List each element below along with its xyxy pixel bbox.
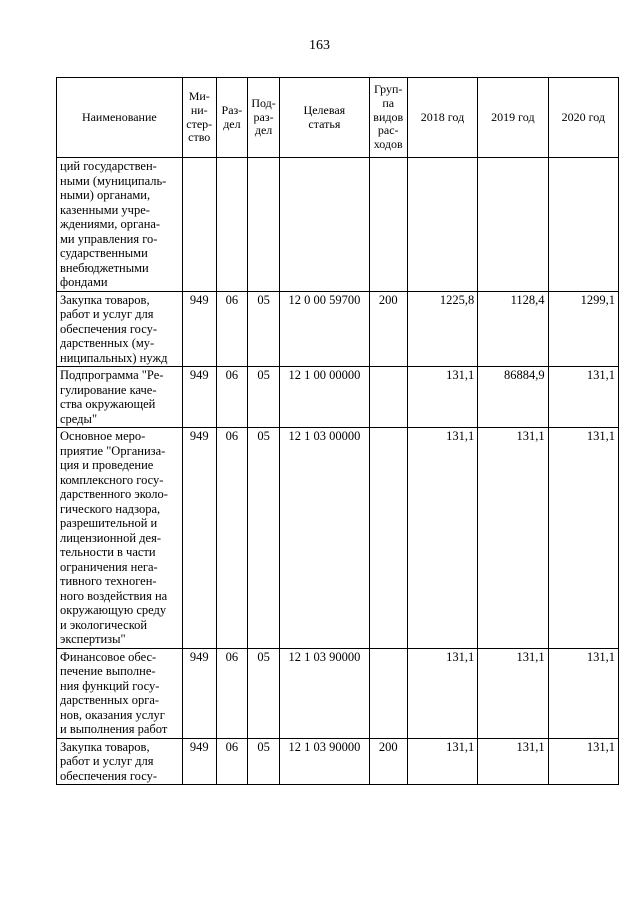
row-expense-group [369,158,407,292]
row-2019: 131,1 [478,428,548,649]
row-2019 [478,158,548,292]
header-section: Раз- дел [216,78,247,158]
row-2018: 131,1 [407,648,477,738]
row-section: 06 [216,428,247,649]
row-2018 [407,158,477,292]
row-2020: 131,1 [548,738,618,785]
row-target: 12 1 03 90000 [280,738,369,785]
row-2020 [548,158,618,292]
table-row [57,428,619,649]
row-subsection: 05 [247,367,279,428]
row-section: 06 [216,367,247,428]
header-2018: 2018 год [407,78,477,158]
header-name: Наименование [57,78,183,158]
header-subsection: Под- раз- дел [247,78,279,158]
row-2019: 131,1 [478,738,548,785]
row-expense-group [369,367,407,428]
table-row [57,158,619,292]
row-expense-group [369,428,407,649]
page-number: 163 [309,38,330,53]
row-2020: 131,1 [548,428,618,649]
row-target: 12 1 00 00000 [280,367,369,428]
row-section: 06 [216,648,247,738]
row-name: Финансовое обес- печение выполне- ния функций госу- дарственных орга- нов, оказания услуг и выполнения работ [57,648,183,738]
row-2018: 131,1 [407,367,477,428]
row-2019: 86884,9 [478,367,548,428]
row-ministry: 949 [182,291,216,367]
row-name: ций государствен- ными (муниципаль- ными) органами, казенными учре- ждениями, органа- ми управления го- сударственными внебюджетными фондами [57,158,183,292]
row-ministry: 949 [182,738,216,785]
row-ministry: 949 [182,648,216,738]
row-expense-group [369,648,407,738]
row-target [280,158,369,292]
table-header-row [57,78,619,158]
row-name: Закупка товаров, работ и услуг для обеспечения госу- [57,738,183,785]
header-target: Целевая статья [280,78,369,158]
header-ministry: Ми- ни- стер- ство [182,78,216,158]
row-name: Закупка товаров, работ и услуг для обеспечения госу- дарственных (му- ниципальных) нужд [57,291,183,367]
row-ministry [182,158,216,292]
header-2020: 2020 год [548,78,618,158]
header-2019: 2019 год [478,78,548,158]
row-subsection [247,158,279,292]
row-2020: 131,1 [548,367,618,428]
row-2018: 131,1 [407,428,477,649]
row-section: 06 [216,738,247,785]
row-ministry: 949 [182,367,216,428]
row-section [216,158,247,292]
table-row [57,291,619,367]
row-section: 06 [216,291,247,367]
header-expense-group: Груп- па видов рас- ходов [369,78,407,158]
row-2019: 131,1 [478,648,548,738]
row-name: Основное меро- приятие "Организа- ция и проведение комплексного госу- дарственного эколо- гического надзора, разрешительной и лицензионной дея- тельности в части ограничения нега- тивного техноген- ного воздействия на окружающую среду и экологической экспертизы" [57,428,183,649]
row-subsection: 05 [247,291,279,367]
table-row [57,738,619,785]
budget-table [56,77,619,785]
row-2018: 1225,8 [407,291,477,367]
row-2020: 131,1 [548,648,618,738]
row-target: 12 1 03 00000 [280,428,369,649]
row-subsection: 05 [247,648,279,738]
row-2019: 1128,4 [478,291,548,367]
table-row [57,367,619,428]
row-ministry: 949 [182,428,216,649]
row-expense-group: 200 [369,291,407,367]
row-expense-group: 200 [369,738,407,785]
row-name: Подпрограмма "Ре- гулирование каче- ства окружающей среды" [57,367,183,428]
table-row [57,648,619,738]
row-2018: 131,1 [407,738,477,785]
row-2020: 1299,1 [548,291,618,367]
row-target: 12 1 03 90000 [280,648,369,738]
row-target: 12 0 00 59700 [280,291,369,367]
row-subsection: 05 [247,428,279,649]
row-subsection: 05 [247,738,279,785]
